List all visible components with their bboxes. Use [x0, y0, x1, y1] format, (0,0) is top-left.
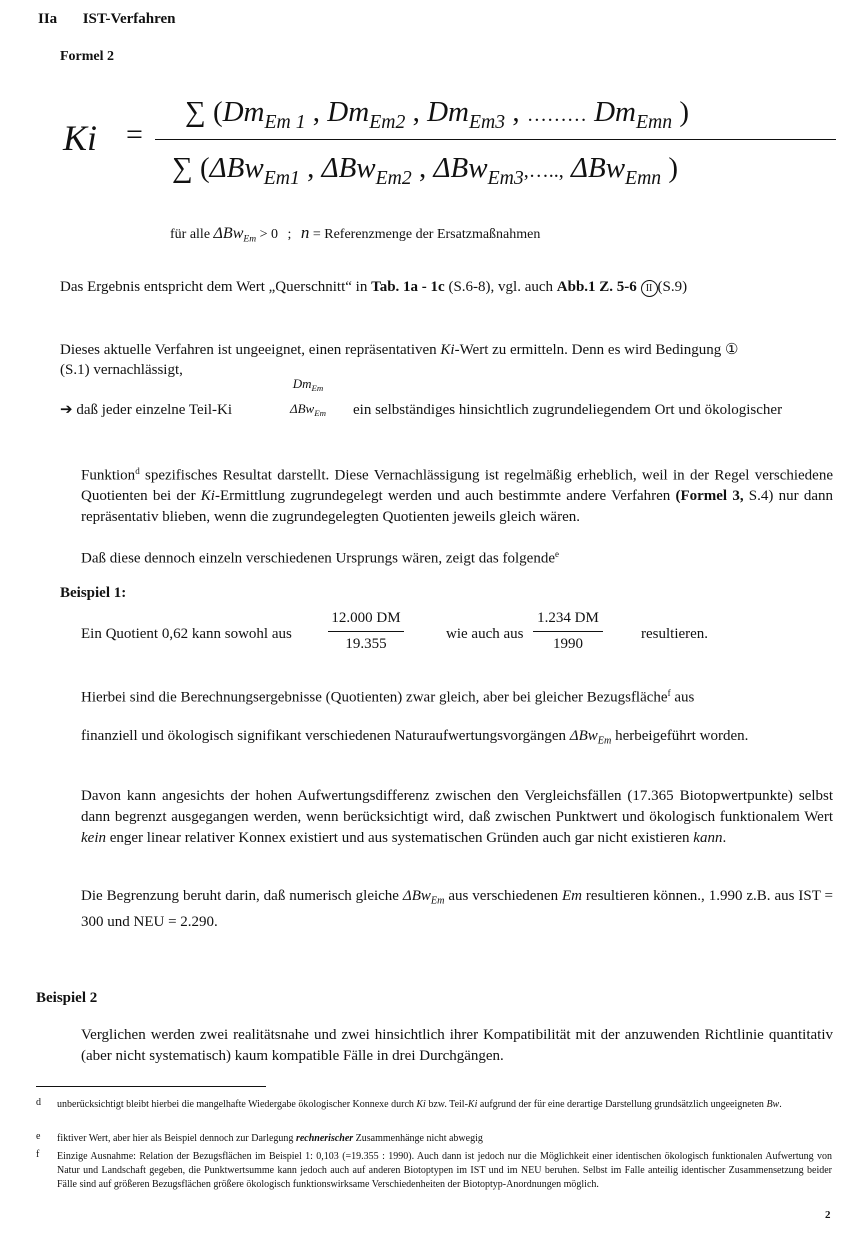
footnote-d-mark: d — [36, 1097, 41, 1108]
example-1-resultieren: resultieren. — [641, 626, 709, 642]
formula-lhs: Ki — [63, 118, 98, 158]
quotient-fraction-1: 12.000 DM 19.355 — [328, 608, 404, 655]
paragraph-1-line1: Dieses aktuelle Verfahren ist ungeeignet, einen repräsentativen Ki-Wert zu ermitteln. Denn es wird Bedingung ① — [60, 342, 739, 358]
example-1-paragraph-1: Hierbei sind die Berechnungsergebnisse (Quotienten) zwar gleich, aber bei gleicher Bezugsfläche$^f$ aus — [81, 688, 695, 706]
formula-equals: = — [126, 118, 143, 151]
footnote-f-mark: f — [36, 1149, 40, 1160]
footnote-e: fiktiver Wert, aber hier als Beispiel dennoch zur Darlegung rechnerischer Zusammenhänge nicht abwegig — [57, 1133, 483, 1144]
formula-label: Formel 2 — [60, 49, 115, 64]
formula-numerator: ∑ ($Dm_{Em 1}$ , $Dm_{Em2}$ , $Dm_{Em3}$ , ……… $Dm_{Emn}$ ) — [185, 96, 690, 133]
example-1-paragraph-3: Davon kann angesichts der hohen Aufwertungsdifferenz zwischen den Vergleichsfällen (17.365 Biotopwertpunkte) selbst dann begrenzt ausgegangen werden, wenn berücksichtigt wird, daß zwischen Punktwert und ökologisch funktionalem Wert kein enger linear relativer Konnex existiert und aus systematischen Gründen auch gar nicht existieren kann. — [81, 788, 833, 846]
paragraph-2: Funktion$^d$ spezifisches Resultat darstellt. Diese Vernachlässigung ist regelmäßig erheblich, weil in der Regel verschiedene Quotienten bei der Ki-Ermittlung zugrundegelegt werden und auch bestimmte andere Verfahren (Formel 3, S.4) nur dann repräsentativ blieben, wenn die zugrundegelegten Quotienten jeweils gleich wären. — [81, 466, 833, 526]
footnote-e-mark: e — [36, 1131, 41, 1142]
footnote-d: unberücksichtigt bleibt hierbei die mangelhafte Wiedergabe ökologischer Konnexe durch Ki bzw. Teil-Ki aufgrund der für eine derartige Darstellung grundsätzlich ungeeigneten Bw. — [57, 1099, 782, 1110]
page-number: 2 — [825, 1209, 831, 1221]
paragraph-3: Daß diese dennoch einzeln verschiedenen Ursprungs wären, zeigt das folgende$^e$ — [81, 549, 559, 567]
example-2-paragraph: Verglichen werden zwei realitätsnahe und zwei hinsichtlich ihrer Kompatibilität mit der anzuwenden Richtlinie quantitativ (aber nicht systematisch) kaum kompatible Fälle in drei Durchgängen. — [81, 1027, 833, 1064]
paragraph-1-line2: (S.1) vernachlässigt, — [60, 362, 183, 378]
example-2-heading: Beispiel 2 — [36, 990, 98, 1006]
section-number: IIa — [38, 11, 58, 27]
example-1-heading: Beispiel 1: — [60, 585, 127, 601]
line-marker-circle: II — [641, 280, 658, 297]
arrow-icon: ➔ — [60, 402, 73, 418]
formula-denominator: ∑ (ΔBw$_{Em1}$ , ΔBw$_{Em2}$ , ΔBw$_{Em3}$,….., ΔBw$_{Emn}$ ) — [172, 152, 679, 189]
section-header — [38, 11, 176, 28]
formula-condition: für alle ΔBw$_{Em}$ > 0 ; n = Referenzmenge der Ersatzmaßnahmen — [170, 223, 541, 245]
example-1-quotient-text: Ein Quotient 0,62 kann sowohl aus — [81, 626, 292, 642]
quotient-fraction-2: 1.234 DM 1990 — [533, 608, 603, 655]
footnote-separator — [36, 1086, 266, 1087]
teil-ki-fraction: $Dm_{Em}$ ΔBw$_{Em}$ — [289, 376, 327, 419]
example-1-wie-auch: wie auch aus — [446, 626, 524, 642]
arrow-line-rest: ein selbständiges hinsichtlich zugrundeliegendem Ort und ökologischer — [353, 402, 783, 418]
formula-fraction-bar — [155, 139, 836, 140]
arrow-line: ➔ daß jeder einzelne Teil-Ki — [60, 402, 233, 418]
condition-marker: ① — [724, 342, 739, 358]
section-title: IST-Verfahren — [82, 11, 176, 27]
example-1-paragraph-4: Die Begrenzung beruht darin, daß numerisch gleiche ΔBw$_{Em}$ aus verschiedenen Em resultieren können., 1.990 z.B. aus IST = 300 und NEU = 2.290. — [81, 888, 833, 930]
example-1-paragraph-2: finanziell und ökologisch signifikant verschiedenen Naturaufwertungsvorgängen ΔBw$_{Em}$ herbeigeführt worden. — [81, 728, 749, 747]
footnote-f: Einzige Ausnahme: Relation der Bezugsflächen im Beispiel 1: 0,103 (=19.355 : 1990). Auch dann ist jedoch nur die Möglichkeit einer identischen ökologisch funktionalen Aufwertung von Natur und Landschaft gegeben, die Punktwertsumme kann jedoch auch auf anderen Biotoptypen im IST und im NEU beruhen. Selbst im Falle anteilig identischer Zusammensetzung beider Fälle sind auf größeren Bezugsflächen größere ökologisch funktionswirksame Verschiedenheiten der Biotoptyp-Anordnungen möglich. — [57, 1151, 832, 1190]
result-line: Das Ergebnis entspricht dem Wert „Querschnitt“ in Tab. 1a - 1c (S.6-8), vgl. auch Abb.1 Z. 5-6 II (S.9) — [60, 279, 688, 295]
